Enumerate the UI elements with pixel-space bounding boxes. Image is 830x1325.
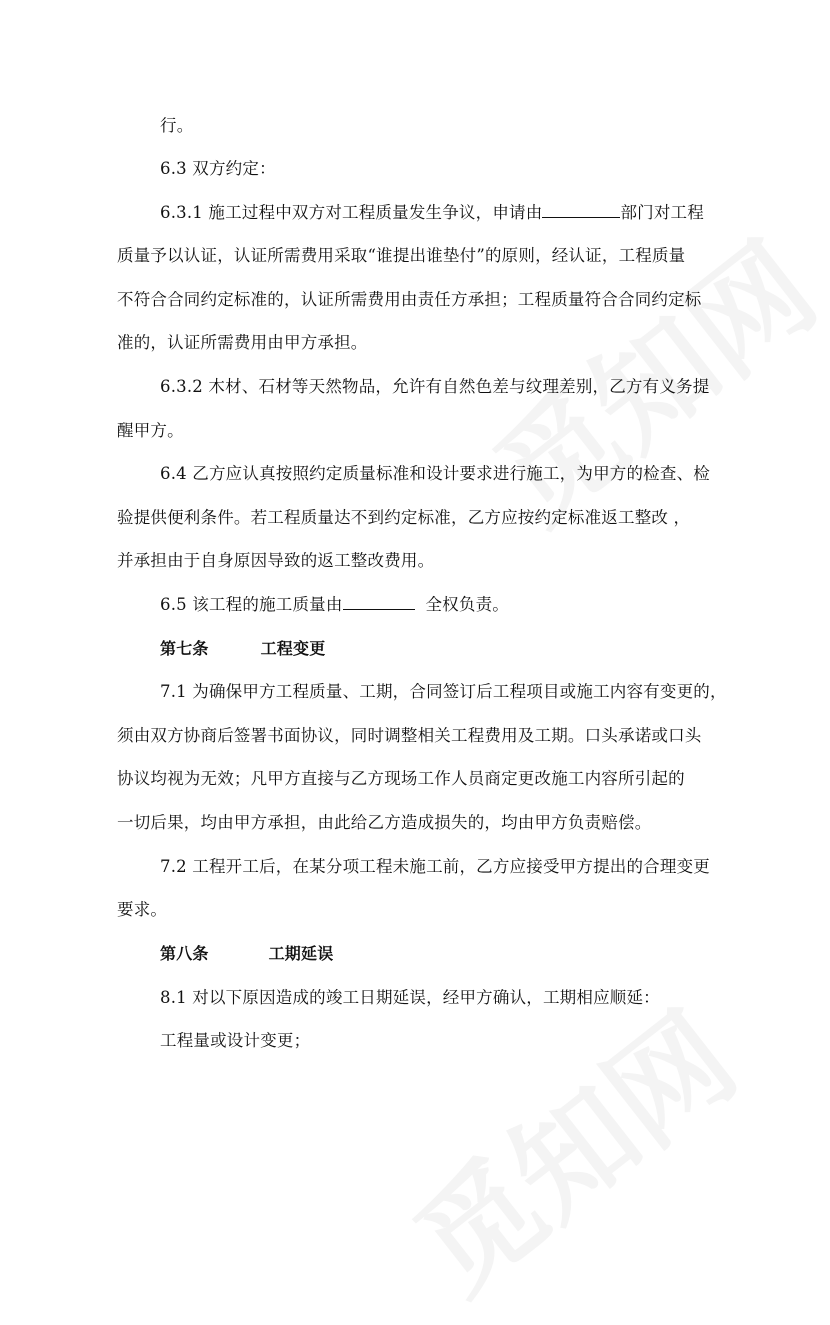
article-7-heading xyxy=(160,639,325,659)
paragraph-line: 验提供便利条件。若工程质量达不到约定标准，乙方应按约定标准返工整改 ， xyxy=(117,508,691,527)
clause-7-2: 7.2 工程开工后，在某分项工程未施工前，乙方应接受甲方提出的合理变更 xyxy=(160,857,710,876)
paragraph-line: 须由双方协商后签署书面协议，同时调整相关工程费用及工期。口头承诺或口头 xyxy=(117,726,702,745)
clause-text: 6.5 该工程的施工质量由 xyxy=(160,595,343,614)
article-number: 第八条 xyxy=(160,944,209,963)
clause-6-3: 6.3 双方约定： xyxy=(160,159,276,178)
clause-6-3-1-line xyxy=(160,203,704,223)
blank-department-field xyxy=(542,203,620,218)
clause-6-5-line xyxy=(160,595,509,615)
paragraph-line: 协议均视为无效；凡甲方直接与乙方现场工作人员商定更改施工内容所引起的 xyxy=(117,769,685,788)
clause-text: 全权负责。 xyxy=(425,595,509,614)
paragraph-line: 要求。 xyxy=(117,900,168,919)
clause-8-1: 8.1 对以下原因造成的竣工日期延误，经甲方确认，工期相应顺延： xyxy=(160,988,660,1007)
clause-6-3-2: 6.3.2 木材、石材等天然物品，允许有自然色差与纹理差别，乙方有义务提 xyxy=(160,377,710,396)
paragraph-line: 醒甲方。 xyxy=(117,421,184,440)
blank-responsible-party-field xyxy=(343,595,415,610)
paragraph-line: 质量予以认证，认证所需费用采取“谁提出谁垫付”的原则，经认证，工程质量 xyxy=(117,246,686,265)
watermark-bottom xyxy=(375,967,765,1324)
paragraph-line: 准的，认证所需费用由甲方承担。 xyxy=(117,333,368,352)
paragraph-line: 行。 xyxy=(160,116,194,135)
article-title: 工程变更 xyxy=(260,639,326,658)
paragraph-line: 不符合合同约定标准的，认证所需费用由责任方承担；工程质量符合合同约定标 xyxy=(117,290,702,309)
paragraph-line: 一切后果，均由甲方承担，由此给乙方造成损失的，均由甲方负责赔偿。 xyxy=(117,813,652,832)
article-number: 第七条 xyxy=(160,639,209,658)
article-title: 工期延误 xyxy=(268,944,334,963)
clause-6-4: 6.4 乙方应认真按照约定质量标准和设计要求进行施工，为甲方的检查、检 xyxy=(160,464,710,483)
clause-7-1: 7.1 为确保甲方工程质量、工期，合同签订后工程项目或施工内容有变更的， xyxy=(160,682,727,701)
paragraph-line: 工程量或设计变更； xyxy=(160,1031,311,1050)
clause-text: 6.3.1 施工过程中双方对工程质量发生争议，申请由 xyxy=(160,203,543,222)
paragraph-line: 并承担由于自身原因导致的返工整改费用。 xyxy=(117,551,435,570)
clause-text: 部门对工程 xyxy=(620,203,704,222)
article-8-heading xyxy=(160,944,333,964)
